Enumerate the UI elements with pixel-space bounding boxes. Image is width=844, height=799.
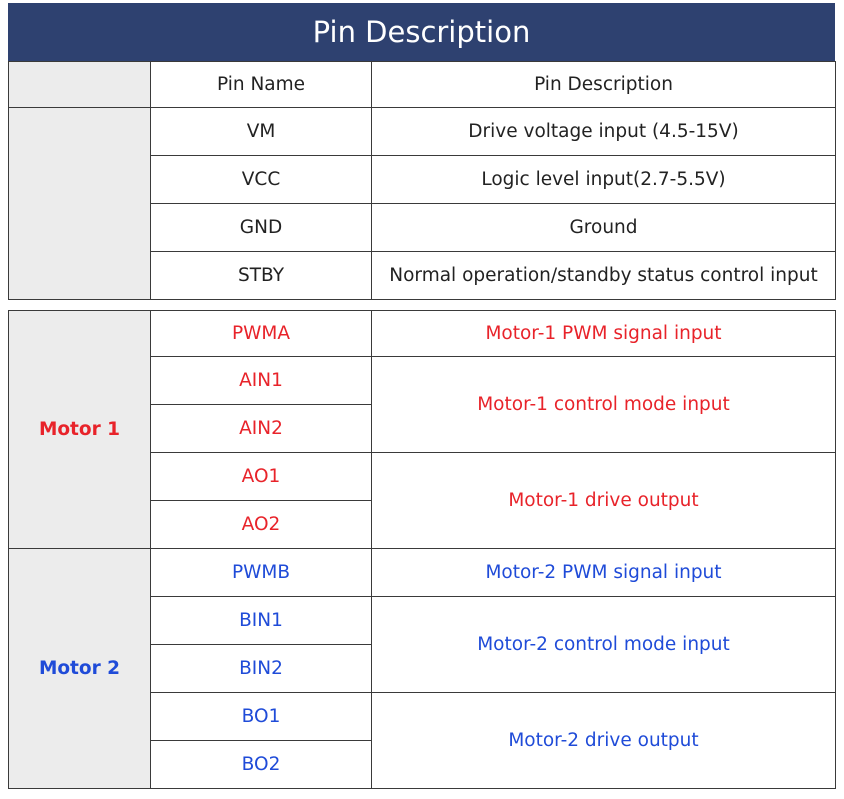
table-row bbox=[9, 108, 836, 156]
power-pin-table bbox=[8, 61, 836, 300]
table-row bbox=[9, 311, 836, 357]
pin-name-cell: PWMB bbox=[151, 549, 372, 597]
pin-desc-cell: Motor-1 control mode input bbox=[372, 357, 836, 453]
motor-pin-table bbox=[8, 310, 836, 789]
pin-name-cell: PWMA bbox=[151, 311, 372, 357]
title-text: Pin Description bbox=[312, 15, 531, 49]
pin-name-cell: BO2 bbox=[151, 741, 372, 789]
table-row bbox=[9, 549, 836, 597]
pin-name-cell: AO1 bbox=[151, 453, 372, 501]
motor2-group-label: Motor 2 bbox=[9, 549, 151, 789]
pin-desc-cell: Motor-1 PWM signal input bbox=[372, 311, 836, 357]
pin-name-cell: STBY bbox=[151, 252, 372, 300]
pin-desc-cell: Drive voltage input (4.5-15V) bbox=[372, 108, 836, 156]
power-group-cell bbox=[9, 108, 151, 300]
pin-name-cell: AIN2 bbox=[151, 405, 372, 453]
pin-name-cell: VCC bbox=[151, 156, 372, 204]
pin-desc-cell: Motor-2 drive output bbox=[372, 693, 836, 789]
pin-name-cell: AO2 bbox=[151, 501, 372, 549]
header-pin-name: Pin Name bbox=[151, 62, 372, 108]
header-pin-description: Pin Description bbox=[372, 62, 836, 108]
pin-name-cell: BIN1 bbox=[151, 597, 372, 645]
pin-desc-cell: Motor-2 control mode input bbox=[372, 597, 836, 693]
pin-desc-cell: Logic level input(2.7-5.5V) bbox=[372, 156, 836, 204]
header-blank-cell bbox=[9, 62, 151, 108]
pin-name-cell: VM bbox=[151, 108, 372, 156]
pin-desc-cell: Ground bbox=[372, 204, 836, 252]
motor1-group-label: Motor 1 bbox=[9, 311, 151, 549]
pin-desc-cell: Motor-2 PWM signal input bbox=[372, 549, 836, 597]
pin-name-cell: AIN1 bbox=[151, 357, 372, 405]
pin-name-cell: GND bbox=[151, 204, 372, 252]
page-title bbox=[8, 3, 835, 61]
pin-desc-cell: Normal operation/standby status control input bbox=[372, 252, 836, 300]
pin-desc-cell: Motor-1 drive output bbox=[372, 453, 836, 549]
header-row bbox=[9, 62, 836, 108]
pin-name-cell: BIN2 bbox=[151, 645, 372, 693]
pin-name-cell: BO1 bbox=[151, 693, 372, 741]
